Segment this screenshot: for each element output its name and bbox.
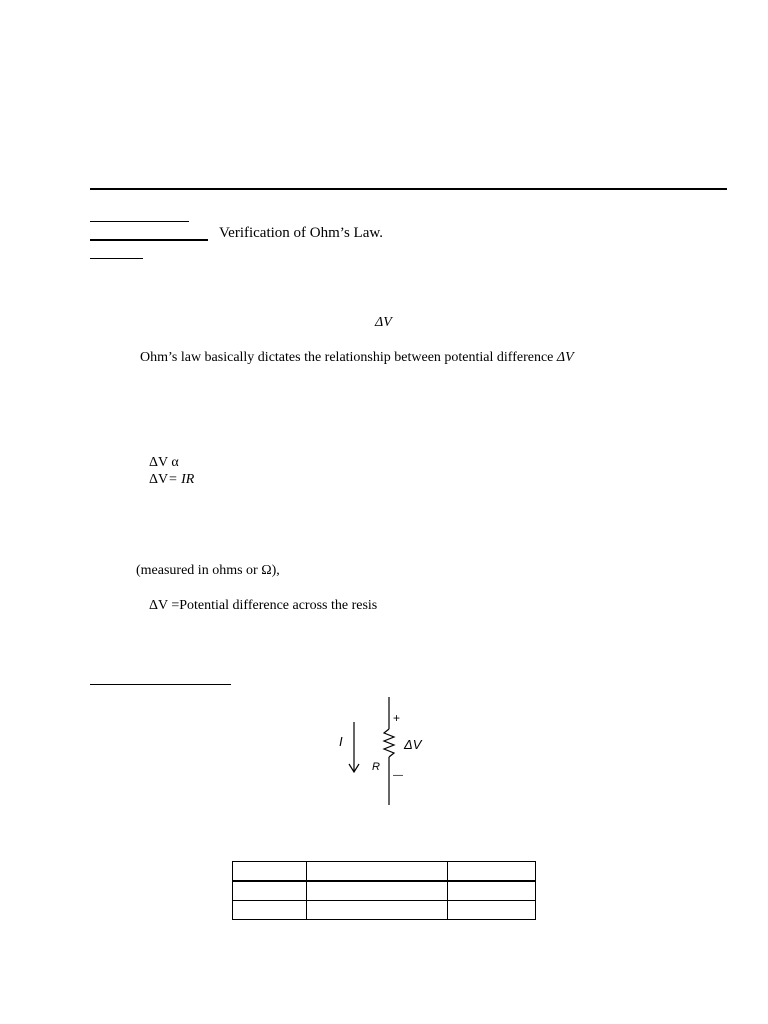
table-cell: [233, 881, 307, 901]
intro-paragraph: [140, 350, 574, 366]
table-row: [233, 862, 536, 882]
table-row: [233, 881, 536, 901]
table-row: [233, 901, 536, 920]
measured-note: (measured in ohms or Ω),: [136, 563, 280, 578]
data-table: [232, 861, 536, 920]
heading-underline-1: [90, 221, 189, 222]
resistor-circuit-diagram: [330, 695, 440, 810]
ohms-law-lhs: ΔV: [149, 472, 169, 487]
minus-sign: —: [393, 770, 403, 781]
resistor-zigzag: [384, 729, 394, 757]
header-divider: [90, 188, 727, 190]
table-cell: [448, 881, 536, 901]
resistor-label: R: [372, 761, 380, 773]
heading-underline-2: [90, 239, 208, 241]
heading-underline-3: [90, 258, 143, 259]
table-cell: [448, 862, 536, 882]
table-cell: [233, 862, 307, 882]
table-cell: [307, 881, 448, 901]
table-cell: [448, 901, 536, 920]
potential-difference-definition: ΔV =Potential difference across the resis: [149, 598, 378, 613]
table-cell: [307, 901, 448, 920]
table-cell: [307, 862, 448, 882]
table-cell: [233, 901, 307, 920]
plus-sign: +: [393, 711, 401, 725]
intro-symbol: ΔV: [556, 350, 574, 365]
ohms-law-rhs: = IR: [168, 472, 195, 487]
ohms-law-equation: [149, 472, 194, 488]
delta-v-symbol: ΔV: [375, 315, 392, 330]
intro-text: Ohm’s law basically dictates the relationship between potential difference: [140, 350, 557, 365]
voltage-label: ΔV: [404, 737, 422, 752]
experiment-title: Verification of Ohm’s Law.: [219, 225, 383, 241]
proportional-equation: ΔV α: [149, 455, 179, 470]
section-underline: [90, 684, 231, 685]
current-label: I: [339, 734, 343, 749]
